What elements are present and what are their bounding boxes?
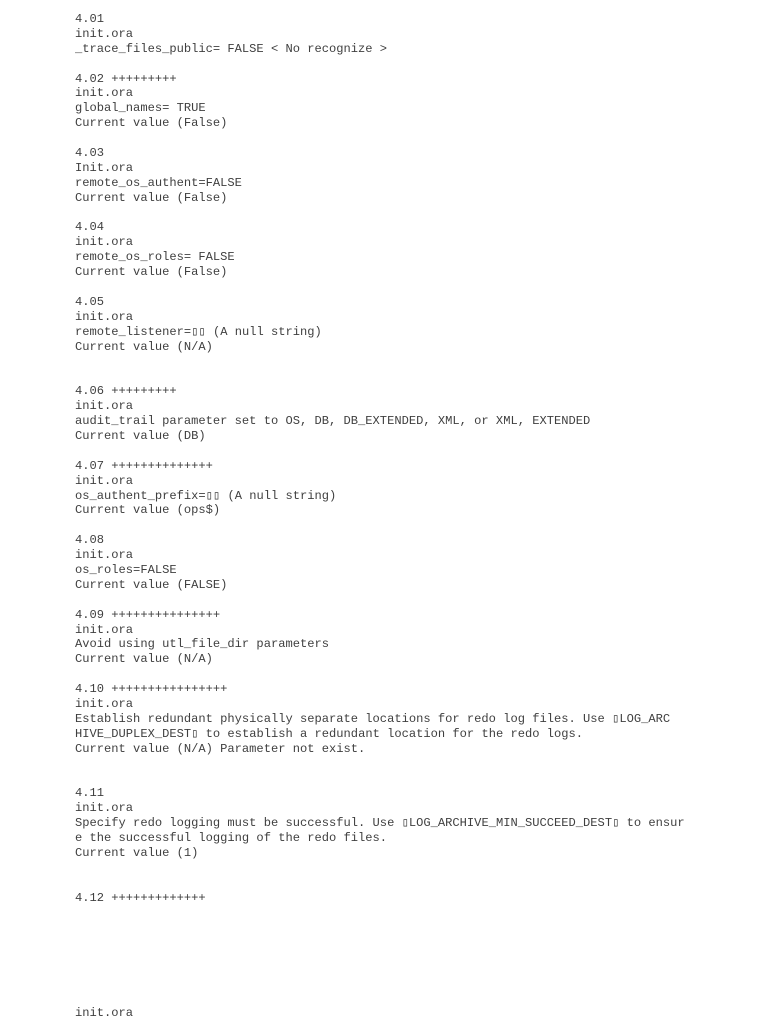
text-line: HIVE_DUPLEX_DEST▯ to establish a redundant location for the redo logs. — [75, 726, 584, 741]
blank-line — [75, 354, 758, 369]
blank-line — [75, 876, 758, 891]
text-line: global_names= TRUE — [75, 101, 206, 116]
text-line: 4.11 — [75, 786, 105, 801]
blank-line — [75, 206, 758, 221]
document-body — [75, 12, 758, 905]
text-line: 4.01 — [75, 12, 105, 26]
text-line: init.ora — [75, 622, 134, 637]
text-line: Current value (N/A) — [75, 652, 213, 667]
text-line: remote_os_authent=FALSE — [75, 175, 242, 190]
text-line: Current value (FALSE) — [75, 577, 228, 592]
blank-line — [75, 57, 758, 72]
blank-line — [75, 369, 758, 384]
text-line: os_authent_prefix=▯▯ (A null string) — [75, 488, 337, 503]
text-line: init.ora — [75, 548, 134, 563]
blank-line — [75, 593, 758, 608]
blank-line — [75, 757, 758, 772]
text-line: Current value (False) — [75, 116, 228, 131]
text-line: Init.ora — [75, 160, 134, 175]
text-line: Current value (N/A) — [75, 339, 213, 354]
text-line: 4.07 ++++++++++++++ — [75, 458, 213, 473]
text-line: Specify redo logging must be successful. Use ▯LOG_ARCHIVE_MIN_SUCCEED_DEST▯ to ensur — [75, 816, 685, 831]
text-line: Establish redundant physically separate locations for redo log files. Use ▯LOG_ARC — [75, 711, 671, 726]
text-line: 4.05 — [75, 294, 105, 309]
text-line: init.ora — [75, 86, 134, 101]
text-line: 4.12 +++++++++++++ — [75, 890, 206, 905]
text-line: Current value (DB) — [75, 428, 206, 443]
text-line: init.ora — [75, 235, 134, 250]
text-line: Current value (False) — [75, 190, 228, 205]
blank-line — [75, 280, 758, 295]
text-line: 4.10 ++++++++++++++++ — [75, 682, 228, 697]
text-line: Current value (1) — [75, 845, 199, 860]
text-line: init.ora — [75, 309, 134, 324]
text-line: Current value (ops$) — [75, 503, 221, 518]
text-line: Current value (N/A) Parameter not exist. — [75, 741, 366, 756]
text-line: init.ora — [75, 26, 134, 41]
text-line: init.ora — [75, 473, 134, 488]
text-line: 4.08 — [75, 533, 105, 548]
blank-line — [75, 518, 758, 533]
text-line: Current value (False) — [75, 265, 228, 280]
text-line: 4.03 — [75, 146, 105, 161]
text-line: _trace_files_public= FALSE < No recognize > — [75, 41, 388, 56]
text-line: 4.04 — [75, 220, 105, 235]
blank-line — [75, 444, 758, 459]
text-line: init.ora — [75, 696, 134, 711]
text-line: remote_os_roles= FALSE — [75, 250, 235, 265]
blank-line — [75, 861, 758, 876]
document-tail-line: init.ora — [75, 1006, 134, 1020]
text-line: os_roles=FALSE — [75, 562, 177, 577]
text-line: 4.06 +++++++++ — [75, 384, 177, 399]
blank-line — [75, 667, 758, 682]
text-line: 4.02 +++++++++ — [75, 71, 177, 86]
blank-line — [75, 771, 758, 786]
text-line: 4.09 +++++++++++++++ — [75, 607, 221, 622]
text-line: remote_listener=▯▯ (A null string) — [75, 324, 322, 339]
text-line: init.ora — [75, 801, 134, 816]
text-line: Avoid using utl_file_dir parameters — [75, 637, 330, 652]
text-line: e the successful logging of the redo files. — [75, 830, 388, 845]
blank-line — [75, 131, 758, 146]
text-line: audit_trail parameter set to OS, DB, DB_EXTENDED, XML, or XML, EXTENDED — [75, 414, 591, 429]
text-line: init.ora — [75, 399, 134, 414]
